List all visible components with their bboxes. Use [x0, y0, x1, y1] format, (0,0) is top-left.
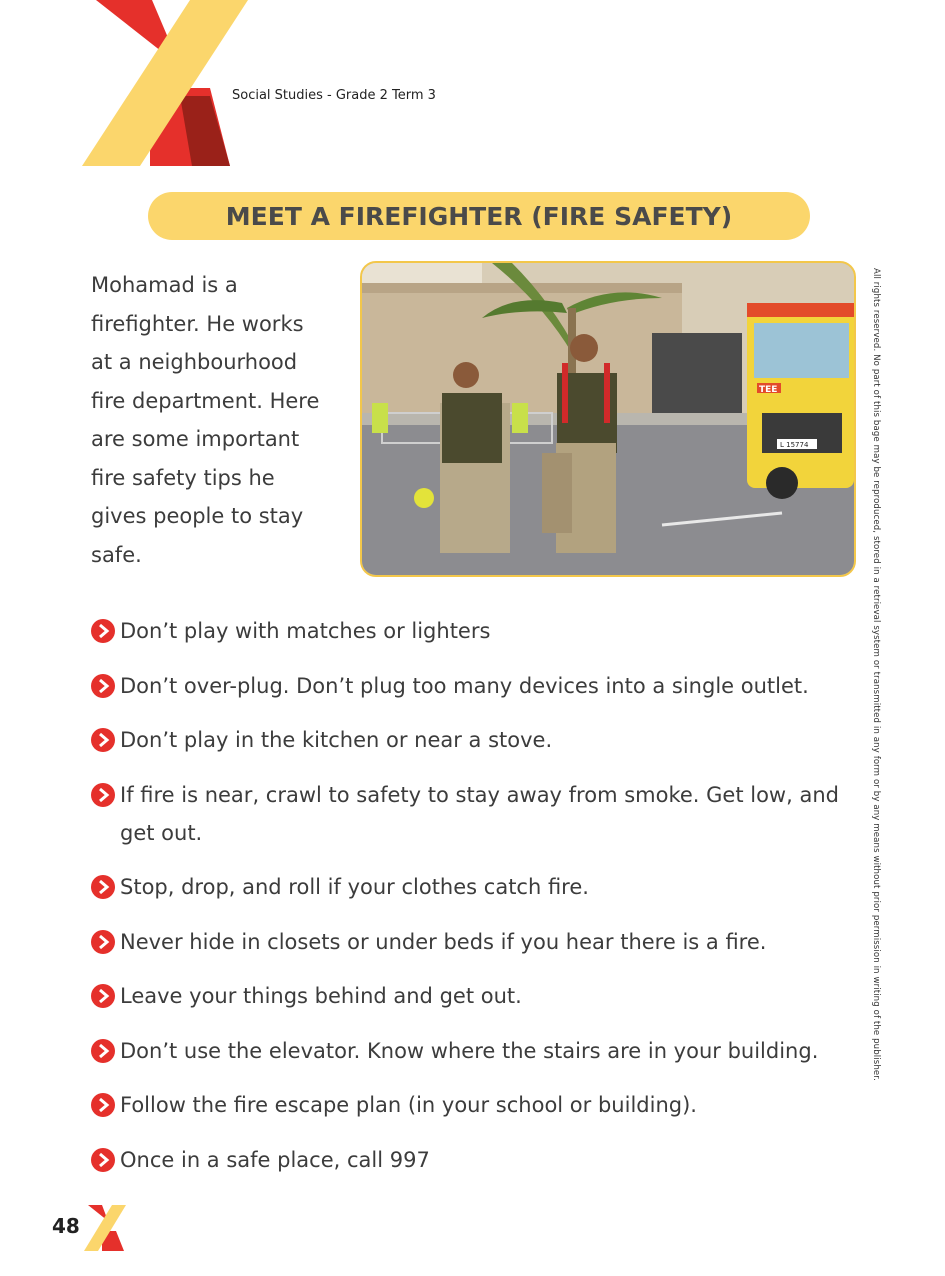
tip-text: Don’t use the elevator. Know where the stairs are in your building. — [120, 1038, 819, 1063]
tip-text: Leave your things behind and get out. — [120, 984, 522, 1008]
list-item — [91, 868, 851, 906]
x-logo-top — [82, 0, 248, 166]
chevron-right-icon — [91, 1039, 115, 1063]
intro-line: firefighter. He works — [91, 311, 304, 336]
chevron-right-icon — [91, 1093, 115, 1117]
tip-text: If fire is near, crawl to safety to stay away from smoke. Get low, and get out. — [120, 782, 839, 845]
list-item — [91, 1141, 851, 1179]
course-label: Social Studies - Grade 2 Term 3 — [232, 88, 436, 103]
tip-text: Don’t play in the kitchen or near a stove. — [120, 728, 553, 752]
page-title: MEET A FIREFIGHTER (FIRE SAFETY) — [225, 201, 733, 231]
list-item — [91, 721, 851, 759]
title-banner — [148, 192, 810, 240]
chevron-right-icon — [91, 783, 115, 807]
chevron-right-icon — [91, 984, 115, 1008]
chevron-right-icon — [91, 930, 115, 954]
list-item — [91, 1086, 851, 1124]
list-item — [91, 1032, 851, 1070]
chevron-right-icon — [91, 674, 115, 698]
list-item — [91, 776, 851, 852]
tip-text: Don’t over-plug. Don’t plug too many devices into a single outlet. — [120, 673, 809, 698]
intro-line: at a neighbourhood — [91, 350, 298, 374]
page-number: 48 — [52, 1214, 80, 1238]
intro-line: gives people to stay — [91, 504, 304, 528]
truck-sign: TEE — [759, 385, 778, 395]
firefighters-photo — [360, 261, 856, 577]
chevron-right-icon — [91, 875, 115, 899]
copyright-notice: All rights reserved. No part of this bage may be reproduced, stored in a retrieval system or transmitted in any form or by any means without prior permission in writing of the publisher. — [871, 268, 881, 1081]
truck-plate: L 15774 — [780, 441, 809, 449]
x-logo-bottom — [84, 1205, 126, 1251]
intro-line: Mohamad is a — [91, 273, 238, 297]
chevron-right-icon — [91, 1148, 115, 1172]
intro-line: fire safety tips he — [91, 465, 275, 490]
tip-text: Don’t play with matches or lighters — [120, 619, 491, 643]
intro-line: safe. — [91, 542, 142, 567]
safety-tips-list — [91, 612, 851, 1195]
firefighters-illustration — [362, 263, 854, 575]
tip-text: Once in a safe place, call 997 — [120, 1147, 430, 1172]
chevron-right-icon — [91, 728, 115, 752]
list-item — [91, 667, 851, 705]
list-item — [91, 977, 851, 1015]
intro-paragraph — [91, 266, 336, 574]
tip-text: Stop, drop, and roll if your clothes catch fire. — [120, 875, 589, 899]
intro-line: are some important — [91, 427, 300, 451]
tip-text: Follow the fire escape plan (in your school or building). — [120, 1093, 697, 1117]
intro-line: fire department. Here — [91, 388, 320, 413]
chevron-right-icon — [91, 619, 115, 643]
tip-text: Never hide in closets or under beds if you hear there is a fire. — [120, 929, 767, 954]
list-item — [91, 923, 851, 961]
list-item — [91, 612, 851, 650]
